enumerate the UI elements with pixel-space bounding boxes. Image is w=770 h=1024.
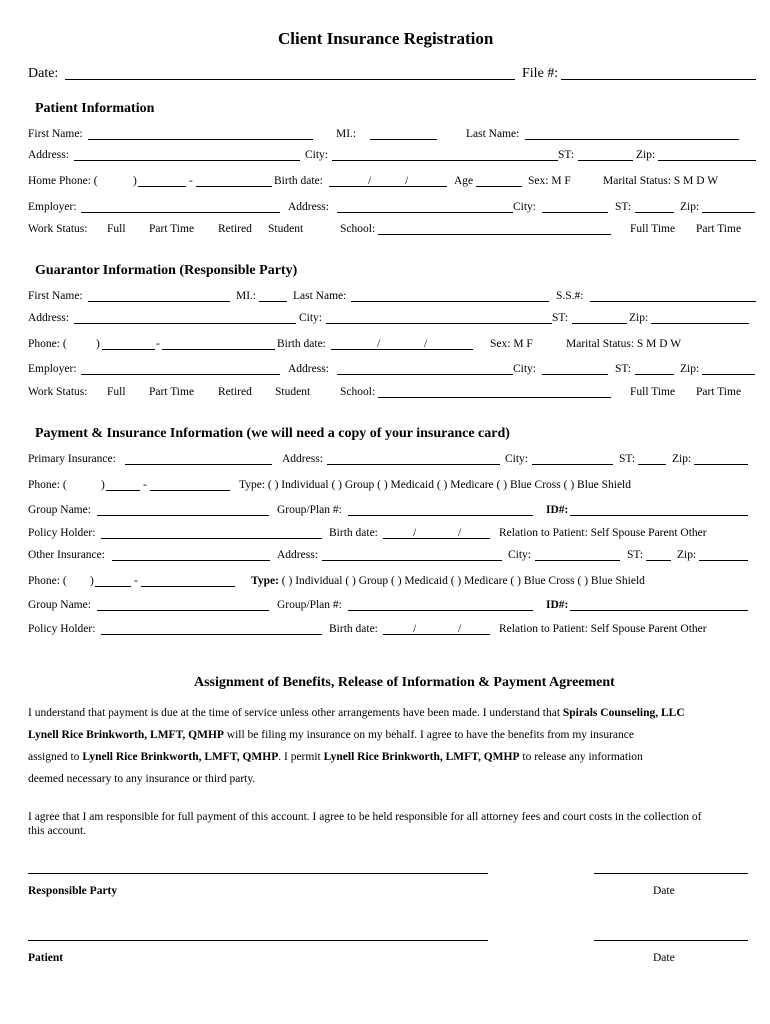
primary-group-plan-label: Group/Plan #: <box>277 504 342 516</box>
other-insurance-field[interactable] <box>112 560 270 561</box>
patient-home-phone-number-field[interactable] <box>196 186 272 187</box>
guarantor-sex-options[interactable]: Sex: M F <box>490 338 533 350</box>
other-group-plan-label: Group/Plan #: <box>277 599 342 611</box>
agreement-line-4: deemed necessary to any insurance or third party. <box>28 773 256 785</box>
primary-group-plan-field[interactable] <box>348 515 533 516</box>
patient-signature-line[interactable] <box>28 940 488 941</box>
date-label: Date: <box>28 66 59 81</box>
patient-age-field[interactable] <box>476 186 522 187</box>
primary-phone-prefix-field[interactable] <box>106 490 140 491</box>
primary-bd-slash-1: / <box>413 527 417 539</box>
guarantor-address-field[interactable] <box>74 323 296 324</box>
guarantor-phone-number-field[interactable] <box>162 349 275 350</box>
primary-group-name-field[interactable] <box>97 515 269 516</box>
guarantor-phone-dash: - <box>156 338 160 350</box>
patient-work-status-full[interactable]: Full <box>107 223 126 235</box>
guarantor-bd-slash-2: / <box>424 338 428 350</box>
patient-address-label: Address: <box>28 149 69 161</box>
guarantor-work-status-retired[interactable]: Retired <box>218 386 252 398</box>
primary-id-label: ID#: <box>546 504 569 516</box>
primary-phone-number-field[interactable] <box>150 490 230 491</box>
patient-sex-options[interactable]: Sex: M F <box>528 175 571 187</box>
primary-insurance-field[interactable] <box>125 464 272 465</box>
page-title: Client Insurance Registration <box>278 29 494 48</box>
guarantor-last-name-label: Last Name: <box>293 290 347 302</box>
patient-work-status-part-time[interactable]: Part Time <box>149 223 195 235</box>
responsible-party-date-label: Date <box>653 885 675 897</box>
guarantor-ss-label: S.S.#: <box>556 290 584 302</box>
payment-section-heading: Payment & Insurance Information (we will need a copy of your insurance card) <box>35 426 510 441</box>
patient-birth-date-label: Birth date: <box>274 175 323 187</box>
patient-zip-label: Zip: <box>636 149 656 161</box>
guarantor-mi-field[interactable] <box>259 301 287 302</box>
other-phone-close: ) <box>90 575 94 587</box>
patient-zip-field[interactable] <box>658 160 756 161</box>
other-policy-holder-field[interactable] <box>101 634 322 635</box>
guarantor-school-full-time[interactable]: Full Time <box>630 386 676 398</box>
guarantor-employer-field[interactable] <box>81 374 280 375</box>
patient-employer-city-label: City: <box>513 201 537 213</box>
guarantor-st-field[interactable] <box>572 323 627 324</box>
patient-address-field[interactable] <box>74 160 300 161</box>
patient-employer-address-label: Address: <box>288 201 329 213</box>
patient-mi-field[interactable] <box>370 139 437 140</box>
agreement-line-1: I understand that payment is due at the time of service unless other arrangements have been made. I understand that Spirals Counseling, LLC <box>28 707 685 719</box>
primary-bd-slash-2: / <box>458 527 462 539</box>
patient-school-field[interactable] <box>378 234 611 235</box>
guarantor-employer-city-label: City: <box>513 363 537 375</box>
guarantor-last-name-field[interactable] <box>351 301 549 302</box>
agreement-paragraph-2: I agree that I am responsible for full payment of this account. I agree to be held responsible for all attorney fees and court costs in the collection of this account. <box>28 811 702 837</box>
other-insurance-st-field[interactable] <box>646 560 671 561</box>
patient-last-name-label: Last Name: <box>466 128 520 140</box>
patient-school-label: School: <box>340 223 376 235</box>
primary-insurance-st-label: ST: <box>619 453 636 465</box>
patient-first-name-field[interactable] <box>88 139 313 140</box>
guarantor-mi-label: MI.: <box>236 290 257 302</box>
other-type-label: Type: <box>251 575 279 587</box>
other-phone-dash: - <box>134 575 138 587</box>
guarantor-employer-zip-field[interactable] <box>702 374 755 375</box>
other-phone-prefix-field[interactable] <box>95 586 131 587</box>
primary-group-name-label: Group Name: <box>28 504 91 516</box>
guarantor-employer-city-field[interactable] <box>542 374 608 375</box>
other-holder-birth-date-field[interactable] <box>383 634 490 635</box>
primary-policy-holder-label: Policy Holder: <box>28 527 96 539</box>
agreement-line-2: Lynell Rice Brinkworth, LMFT, QMHP will be filing my insurance on my behalf. I agree to have the benefits from my insurance <box>28 729 634 741</box>
guarantor-school-part-time[interactable]: Part Time <box>696 386 742 398</box>
other-insurance-type-options[interactable] <box>251 574 645 588</box>
patient-school-full-time[interactable]: Full Time <box>630 223 676 235</box>
guarantor-phone-label: Phone: ( <box>28 338 67 350</box>
other-relation-options[interactable]: Relation to Patient: Self Spouse Parent Other <box>499 623 707 635</box>
patient-st-label: ST: <box>558 149 575 161</box>
patient-work-status-student[interactable]: Student <box>268 223 304 235</box>
patient-work-status-label: Work Status: <box>28 223 88 235</box>
patient-city-label: City: <box>305 149 329 161</box>
primary-relation-options[interactable]: Relation to Patient: Self Spouse Parent Other <box>499 527 707 539</box>
guarantor-employer-address-label: Address: <box>288 363 329 375</box>
guarantor-school-field[interactable] <box>378 397 611 398</box>
patient-employer-field[interactable] <box>81 212 280 213</box>
date-field[interactable] <box>65 79 515 80</box>
primary-holder-birth-date-label: Birth date: <box>329 527 378 539</box>
primary-insurance-type-options[interactable]: Type: ( ) Individual ( ) Group ( ) Medicaid ( ) Medicare ( ) Blue Cross ( ) Blue Shield <box>239 479 632 491</box>
guarantor-phone-prefix-field[interactable] <box>102 349 155 350</box>
patient-mi-label: MI.: <box>336 128 357 140</box>
guarantor-employer-zip-label: Zip: <box>680 363 700 375</box>
patient-home-phone-close: ) <box>133 175 137 187</box>
guarantor-st-label: ST: <box>552 312 569 324</box>
other-group-plan-field[interactable] <box>348 610 533 611</box>
other-group-name-field[interactable] <box>97 610 269 611</box>
primary-insurance-city-field[interactable] <box>532 464 613 465</box>
guarantor-birth-date-label: Birth date: <box>277 338 326 350</box>
primary-insurance-label: Primary Insurance: <box>28 453 116 465</box>
other-phone-number-field[interactable] <box>141 586 235 587</box>
other-insurance-zip-field[interactable] <box>699 560 748 561</box>
other-phone-label: Phone: ( <box>28 575 67 587</box>
other-insurance-label: Other Insurance: <box>28 549 105 561</box>
agreement-line-3: assigned to Lynell Rice Brinkworth, LMFT, QMHP. I permit Lynell Rice Brinkworth, LMFT, QMHP to release any information <box>28 751 643 763</box>
primary-insurance-city-label: City: <box>505 453 529 465</box>
patient-bd-slash-2: / <box>405 175 409 187</box>
responsible-party-label: Responsible Party <box>28 885 118 897</box>
guarantor-first-name-field[interactable] <box>88 301 230 302</box>
primary-phone-dash: - <box>143 479 147 491</box>
guarantor-zip-label: Zip: <box>629 312 649 324</box>
primary-phone-close: ) <box>101 479 105 491</box>
patient-employer-zip-label: Zip: <box>680 201 700 213</box>
patient-birth-date-field[interactable] <box>329 186 447 187</box>
guarantor-city-field[interactable] <box>326 323 552 324</box>
guarantor-section-heading: Guarantor Information (Responsible Party) <box>35 263 298 278</box>
guarantor-work-status-label: Work Status: <box>28 386 88 398</box>
primary-id-field[interactable] <box>570 515 748 516</box>
patient-employer-city-field[interactable] <box>542 212 608 213</box>
guarantor-work-status-student[interactable]: Student <box>275 386 311 398</box>
guarantor-work-status-full[interactable]: Full <box>107 386 126 398</box>
guarantor-birth-date-field[interactable] <box>331 349 473 350</box>
other-bd-slash-1: / <box>413 623 417 635</box>
patient-home-phone-prefix-field[interactable] <box>138 186 186 187</box>
patient-employer-st-label: ST: <box>615 201 632 213</box>
guarantor-work-status-part-time[interactable]: Part Time <box>149 386 195 398</box>
patient-last-name-field[interactable] <box>525 139 739 140</box>
patient-signature-label: Patient <box>28 952 64 964</box>
other-type-choices: ( ) Individual ( ) Group ( ) Medicaid ( ) Medicare ( ) Blue Cross ( ) Blue Shield <box>278 575 645 587</box>
other-insurance-st-label: ST: <box>627 549 644 561</box>
guarantor-address-label: Address: <box>28 312 69 324</box>
primary-holder-birth-date-field[interactable] <box>383 538 490 539</box>
other-insurance-zip-label: Zip: <box>677 549 697 561</box>
other-insurance-city-label: City: <box>508 549 532 561</box>
guarantor-bd-slash-1: / <box>377 338 381 350</box>
guarantor-employer-label: Employer: <box>28 363 77 375</box>
primary-insurance-address-label: Address: <box>282 453 323 465</box>
patient-employer-st-field[interactable] <box>635 212 674 213</box>
guarantor-city-label: City: <box>299 312 323 324</box>
guarantor-employer-address-field[interactable] <box>337 374 513 375</box>
primary-insurance-address-field[interactable] <box>327 464 500 465</box>
other-policy-holder-label: Policy Holder: <box>28 623 96 635</box>
other-holder-birth-date-label: Birth date: <box>329 623 378 635</box>
patient-age-label: Age <box>454 175 474 187</box>
other-insurance-address-label: Address: <box>277 549 318 561</box>
guarantor-employer-st-field[interactable] <box>635 374 674 375</box>
other-id-label: ID#: <box>546 599 569 611</box>
agreement-heading: Assignment of Benefits, Release of Information & Payment Agreement <box>194 675 615 690</box>
patient-work-status-retired[interactable]: Retired <box>218 223 252 235</box>
responsible-party-date-line[interactable] <box>594 873 748 874</box>
patient-employer-label: Employer: <box>28 201 77 213</box>
primary-policy-holder-field[interactable] <box>101 538 322 539</box>
patient-date-label: Date <box>653 952 675 964</box>
primary-insurance-zip-label: Zip: <box>672 453 692 465</box>
other-insurance-city-field[interactable] <box>535 560 620 561</box>
patient-section-heading: Patient Information <box>35 101 155 116</box>
patient-employer-zip-field[interactable] <box>702 212 755 213</box>
other-bd-slash-2: / <box>458 623 462 635</box>
guarantor-ss-field[interactable] <box>590 301 756 302</box>
patient-first-name-label: First Name: <box>28 128 83 140</box>
patient-home-phone-label: Home Phone: ( <box>28 175 98 187</box>
patient-school-part-time[interactable]: Part Time <box>696 223 742 235</box>
guarantor-employer-st-label: ST: <box>615 363 632 375</box>
guarantor-zip-field[interactable] <box>651 323 749 324</box>
file-label: File #: <box>522 66 559 81</box>
patient-st-field[interactable] <box>578 160 633 161</box>
patient-date-line[interactable] <box>594 940 748 941</box>
guarantor-phone-close: ) <box>96 338 100 350</box>
other-group-name-label: Group Name: <box>28 599 91 611</box>
guarantor-marital-status-options[interactable]: Marital Status: S M D W <box>566 338 682 350</box>
other-id-field[interactable] <box>570 610 748 611</box>
guarantor-first-name-label: First Name: <box>28 290 83 302</box>
patient-bd-slash-1: / <box>368 175 372 187</box>
patient-city-field[interactable] <box>332 160 558 161</box>
patient-marital-status-options[interactable]: Marital Status: S M D W <box>603 175 719 187</box>
patient-home-phone-dash: - <box>189 175 193 187</box>
primary-insurance-zip-field[interactable] <box>694 464 748 465</box>
patient-employer-address-field[interactable] <box>337 212 513 213</box>
other-insurance-address-field[interactable] <box>322 560 502 561</box>
primary-phone-label: Phone: ( <box>28 479 67 491</box>
file-number-field[interactable] <box>561 79 756 80</box>
primary-insurance-st-field[interactable] <box>638 464 666 465</box>
guarantor-school-label: School: <box>340 386 376 398</box>
responsible-party-signature-line[interactable] <box>28 873 488 874</box>
